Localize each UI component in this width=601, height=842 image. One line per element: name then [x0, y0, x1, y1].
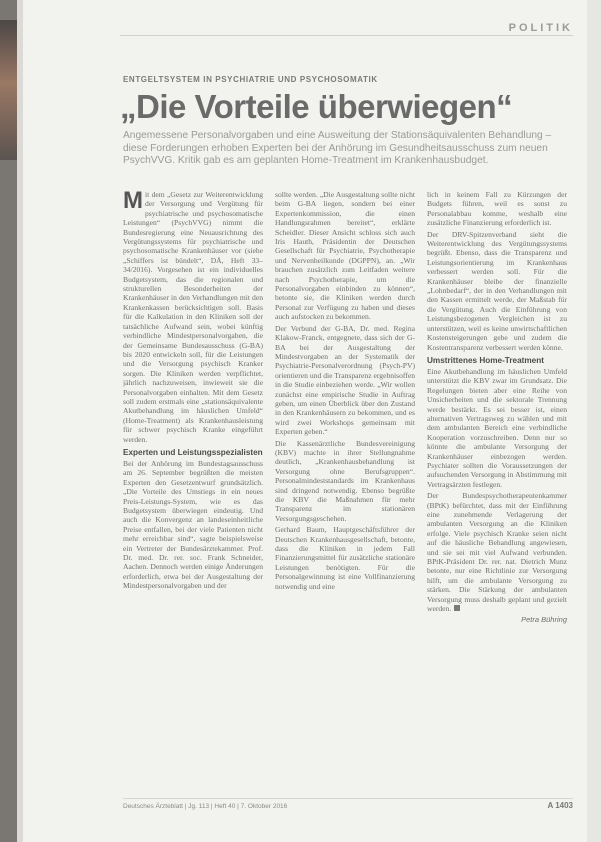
footer-citation: Deutsches Ärzteblatt | Jg. 113 | Heft 40 | 7. Oktober 2016: [123, 803, 288, 810]
scan-edge-photo: [0, 20, 17, 160]
drop-cap: M: [123, 190, 143, 214]
paragraph: Der Verbund der G-BA, Dr. med. Regina Klakow-Franck, entgegnete, dass sich der G-BA bei der Ausgestaltung der Mindestvorgaben an der Systematik der Psychiatrie-Personalverordnung (Psych-PV) orientieren und die Transparenz ergebnisoffen in die Studie einbeziehen werde. „Wir wollen zunächst eine empirische Studie in Auftrag geben, um einen Überblick über den Zustand in den Krankenhäusern zu bekommen, und es wird zwei Workshops gemeinsam mit Experten geben.“: [275, 323, 415, 437]
end-mark-icon: [454, 605, 460, 611]
paragraph: lich in keinem Fall zu Kürzungen der Budgets führen, weil es sonst zu Personalabbau komme, weshalb eine zusätzliche Finanzierung erforderlich ist.: [427, 190, 567, 228]
headline: „Die Vorteile überwiegen“: [120, 88, 513, 125]
section-tag: POLITIK: [508, 22, 573, 34]
subheading: Experten und Leistungsspezialisten: [123, 447, 263, 457]
article-body: [123, 190, 573, 795]
deck: Angemessene Personalvorgaben und eine Ausweitung der Stationsäquivalenten Behandlung – diese Forderungen erhoben Experten bei der Anhörung im Gesundheitsausschuss zum neuen PsychVVG. Kritik gab es am geplanten Home-Treatment im Krankenhausbudget.: [123, 130, 552, 166]
paragraph: sollte werden. „Die Ausgestaltung sollte nicht beim G-BA liegen, sondern bei einer Expertenkommission, die einen Handlungsrahmen bereitet“, erklärte Scheidler. Dieser Ansicht schloss sich auch Iris Hauth, Präsidentin der Deutschen Gesellschaft für Psychiatrie, Psychotherapie und Nervenheilkunde (DGPPN), an. „Wir brauchen zusätzlich zum Leitfaden weitere nach Psychotherapie, um die Personalvorgaben einbinden zu können“, betonte sie, die Kliniken werden durch Personal zur Verfügung zu haben und dieses auch aufstocken zu bekommen.: [275, 190, 415, 322]
kicker: ENTGELTSYSTEM IN PSYCHIATRIE UND PSYCHOSOMATIK: [123, 75, 378, 84]
subheading: Umstrittenes Home-Treatment: [427, 355, 544, 365]
footer-divider: [123, 798, 573, 799]
paragraph: Die Kassenärztliche Bundesvereinigung (KBV) machte in ihrer Stellungnahme deutlich, „Krankenhausbehandlung ist Versorgung ohne Berufsgruppen“. Personalmindeststandards im Krankenhaus sind dringend notwendig. Ebenso begrüßte die KBV die Maßnahmen für mehr Transparenz im stationären Versorgungsgeschehen.: [275, 438, 415, 523]
scan-edge-light: [17, 0, 23, 842]
scan-edge-right: [587, 0, 601, 842]
column-2: [275, 190, 415, 795]
paragraph: Mit dem „Gesetz zur Weiterentwicklung der Versorgung und Vergütung für psychiatrische und psychosomatische Leistungen“ (PsychVVG) nimmt die Bundesregierung eine Neuausrichtung des Vergütungssystems für psychiatrische und psychosomatische Krankenhäuser vor (siehe „Schiffers ist bündelt“, DÄ, Heft 33–34/2016). Vorgesehen ist ein individuelles Budgetsystem, das die regionalen und strukturellen Besonderheiten der Krankenhäuser in den Verhandlungen mit den Krankenkassen berücksichtigen soll. Basis für die Kalkulation in den Kliniken soll der tatsächliche Aufwand sein, wobei künftig verbindliche Mindestpersonalvorgaben, die der Gemeinsame Bundesausschuss (G-BA) bis 2020 entwickeln soll, für die Leistungen und die Versorgung psychisch Kranker sorgen. Die Kliniken werden verpflichtet, jährlich nachzuweisen, inwieweit sie die Personalvorgaben einhalten. Mit dem Gesetz soll zudem erstmals eine „stationsäquivalente Akutbehandlung im häuslichen Umfeld“ (Home-Treatment) als Krankenhausleistung für schwer psychisch Kranke eingeführt werden.: [123, 190, 263, 444]
page-number: A 1403: [547, 801, 573, 810]
section-divider: [120, 35, 573, 36]
paragraph: Gerhard Baum, Hauptgeschäftsführer der Deutschen Krankenhausgesellschaft, betonte, dass die Kliniken in jedem Fall Finanzierungsmittel für zusätzliche stationäre Leistungen benötigten. Für die Personalgewinnung ist eine Vollfinanzierung notwendig und eine: [275, 525, 415, 591]
column-3: [427, 190, 567, 795]
paragraph: Der Bundespsychotherapeutenkammer (BPtK) befürchtet, dass mit der Einführung eine zunehmende Verlagerung der ambulanten Versorgung an die Kliniken erfolge. Viele psychisch Kranke seien nicht auf die häusliche Behandlung angewiesen, und sie sei mit viel Aufwand verbunden. BPtK-Präsident Dr. rer. nat. Dietrich Munz betonte, nur eine Richtlinie zur Versorgung hilft, um die ambulante Versorgung zu stärken. Die Stärkung der ambulanten Versorgung muss deshalb geplant und gezielt werden.: [427, 491, 567, 614]
column-1: [123, 190, 263, 795]
paragraph: Eine Akutbehandlung im häuslichen Umfeld unterstützt die KBV zwar im Grundsatz. Die Regelungen bieten aber eine Reihe von Unsicherheiten und die sektorale Trennung werde bestärkt. Es sei besser ist, einen alternativen Vertragsweg zu wählen und mit dem ambulanten Bereich eine verbindliche Kooperation vorzuschreiben. Denn nur so könnte die ambulante Versorgung der Krankenhäuser einbezogen werden. Psychiater sollten die Voraussetzungen der aufsuchenden Versorgung in Abstimmung mit Vertragsärzten festlegen.: [427, 366, 567, 489]
author-byline: Petra Bühring: [521, 615, 567, 625]
paragraph: Der DRV-Spitzenverband sieht die Weiterentwicklung des Vergütungssystems begrüßt. Ebenso, dass die Transparenz und Leistungsorientierung im Krankenhaus verbessert werden soll. Für die Krankenhäuser bleibe der finanzielle „Lohnbedarf“, der in den Verhandlungen mit den Kassen ermittelt werde, der Maßstab für die Vergütung. Auch die Einführung von Leistungsbezogenen Vergleichen ist zu unterstützen, weil es keine unwirtschaftlichen Kostensteigerungen gebe und zudem die Kostentransparenz verbessert werden könne.: [427, 229, 567, 352]
paragraph: Bei der Anhörung im Bundestagsausschuss am 26. September begrüßten die meisten Experten den Gesetzentwurf grundsätzlich. „Die Vorteile des Umstiegs in ein neues Preis-Leistungs-System, wie es das Budgetsystem überwiegen eindeutig. Und auch die Konvergenz an landeseinheitliche Preise entfallen, bei der viele Patienten nicht mehr erreichbar sind“, sagte beispielsweise ein Vertreter der Bundesärztekammer. Prof. Dr. med. Dr. rer. soc. Frank Schneider, Aachen. Dennoch werden einige Änderungen erforderlich, etwa bei der Ausgestaltung der Mindestpersonalvorgaben und der: [123, 458, 263, 591]
